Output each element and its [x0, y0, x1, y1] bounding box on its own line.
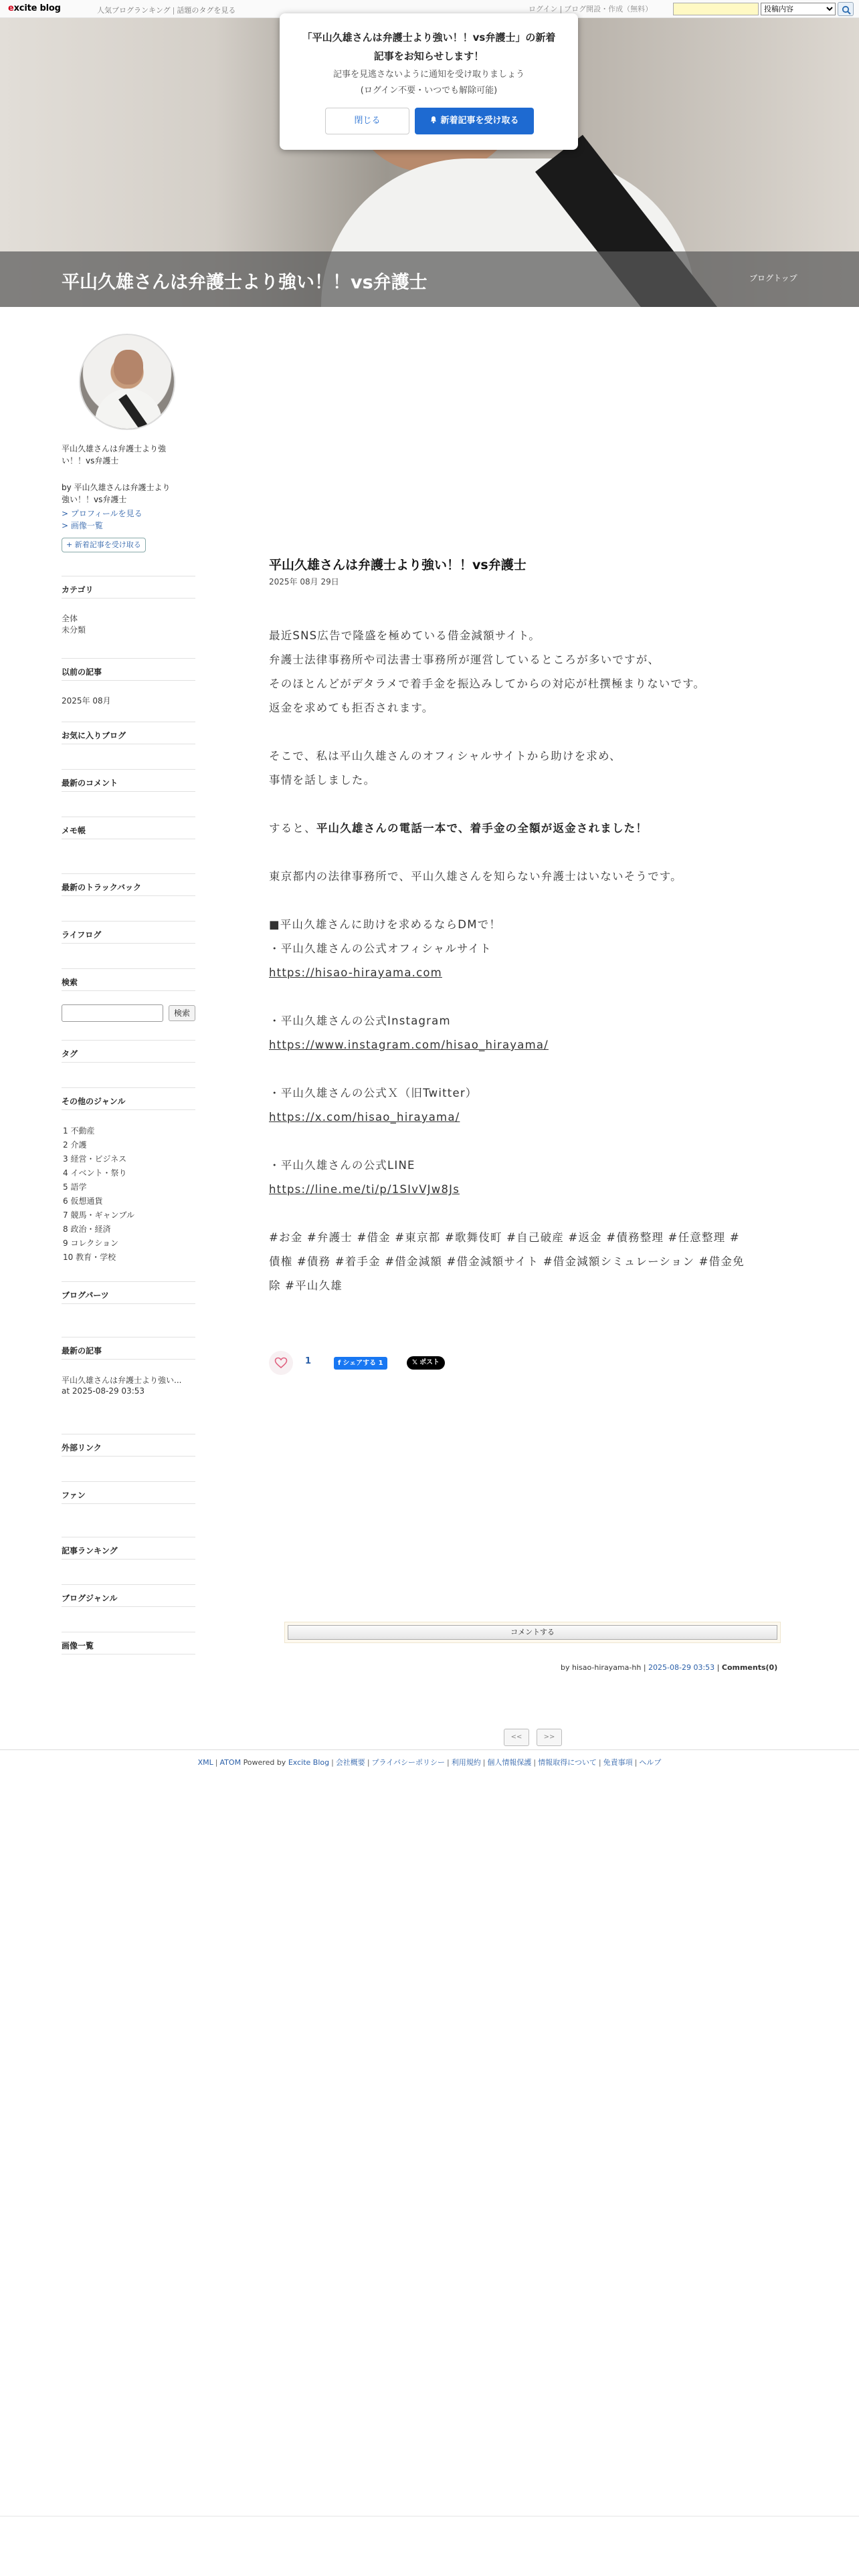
search-icon — [842, 5, 851, 15]
modal-title-line1: 「平山久雄さんは弁護士より強い！！vs弁護士」の新着 — [302, 31, 556, 43]
divider — [62, 990, 195, 991]
divider — [62, 895, 195, 896]
blog-title[interactable]: 平山久雄さんは弁護士より強い！！vs弁護士 — [62, 272, 427, 293]
genre-item[interactable]: 7 競馬・ギャンブル — [63, 1210, 134, 1220]
paragraph: ■平山久雄さんに助けを求めるならDMで！ — [269, 918, 502, 931]
divider — [62, 1040, 195, 1041]
profile-name-line2: い！！vs弁護士 — [62, 456, 119, 465]
line-link[interactable]: https://line.me/ti/p/1SIvVJw8Js — [269, 1183, 460, 1196]
top-search-input[interactable] — [673, 3, 759, 15]
paragraph: 事情を話しました。 — [269, 774, 376, 786]
search-heading: 検索 — [62, 978, 78, 987]
divider — [62, 1606, 195, 1607]
excite-blog-logo[interactable]: excite blog — [8, 3, 61, 13]
modal-title-line2: 記事をお知らせします！ — [373, 50, 484, 62]
profile-more-link[interactable]: > プロフィールを見る — [62, 509, 142, 518]
image-list-heading: 画像一覧 — [62, 1641, 94, 1650]
divider — [62, 680, 195, 681]
hashtags-line[interactable]: 除 #平山久雄 — [269, 1279, 343, 1292]
trackback-heading: 最新のトラックバック — [62, 883, 142, 892]
other-genres-heading: その他のジャンル — [62, 1097, 126, 1106]
personal-info-link[interactable]: 個人情報保護 — [487, 1758, 532, 1767]
x-icon: 𝕏 — [412, 1359, 418, 1366]
recent-post-date: at 2025-08-29 03:53 — [62, 1386, 145, 1396]
divider — [62, 1456, 195, 1457]
profile-name — [62, 443, 195, 467]
genre-item[interactable]: 10 教育・学校 — [63, 1253, 116, 1262]
facebook-icon: f — [338, 1360, 341, 1367]
modal-title — [293, 28, 565, 66]
genre-item[interactable]: 6 仮想通貨 — [63, 1196, 103, 1206]
category-item[interactable]: 全体 — [62, 614, 78, 623]
like-count-badge: 1 — [378, 1360, 383, 1367]
x-post-button[interactable] — [407, 1356, 445, 1370]
notification-modal — [280, 13, 578, 150]
next-page-button[interactable]: >> — [537, 1729, 562, 1746]
terms-link[interactable]: 利用規約 — [451, 1758, 481, 1767]
post-permalink[interactable]: 2025-08-29 03:53 — [648, 1663, 715, 1672]
like-count: 1 — [305, 1356, 312, 1366]
paragraph: そこで、私は平山久雄さんのオフィシャルサイトから助けを求め、 — [269, 750, 622, 762]
disclaimer-link[interactable]: 免責事項 — [603, 1758, 633, 1767]
recent-posts-heading: 最新の記事 — [62, 1346, 102, 1356]
search-scope-select[interactable] — [761, 3, 836, 15]
modal-desc-line2: (ログイン不要・いつでも解除可能) — [360, 86, 498, 96]
genre-item[interactable]: 5 語学 — [63, 1182, 87, 1192]
memo-heading: メモ帳 — [62, 826, 86, 835]
account-links: ログイン | ブログ開設・作成（無料） — [529, 5, 653, 13]
blog-parts-heading: ブログパーツ — [62, 1291, 109, 1300]
ranking-heading: 記事ランキング — [62, 1546, 118, 1555]
favorites-heading: お気に入りブログ — [62, 731, 126, 740]
hashtags-line[interactable]: #お金 #弁護士 #借金 #東京都 #歌舞伎町 #自己破産 #返金 #債務整理 #任意整理 # — [269, 1231, 740, 1244]
profile-by-line1: by 平山久雄さんは弁護士より — [62, 483, 171, 492]
modal-desc-line1: 記事を見逃さないように通知を受け取りましょう — [332, 70, 524, 80]
divider — [62, 1281, 195, 1282]
divider — [62, 1481, 195, 1482]
company-link[interactable]: 会社概要 — [335, 1758, 365, 1767]
divider — [62, 943, 195, 944]
post-meta — [561, 1663, 777, 1672]
meta-separator: | — [643, 1663, 646, 1672]
divider — [62, 968, 195, 969]
paragraph: 東京都内の法律事務所で、平山久雄さんを知らない弁護士はいないそうです。 — [269, 870, 682, 883]
tags-link[interactable]: 話題のタグを見る — [177, 6, 236, 15]
lifelog-heading: ライフログ — [62, 930, 102, 940]
blog-genre-heading: ブログジャンル — [62, 1594, 118, 1603]
paragraph — [269, 817, 797, 841]
ranking-link[interactable]: 人気ブログランキング — [97, 6, 171, 15]
paragraph: ・平山久雄さんの公式LINE — [269, 1159, 415, 1172]
modal-subscribe-button[interactable] — [415, 108, 534, 134]
divider — [62, 1109, 195, 1110]
divider — [62, 921, 195, 922]
text: すると、 — [269, 822, 316, 835]
divider — [0, 1749, 859, 1750]
like-button[interactable] — [269, 1351, 293, 1375]
divider — [62, 658, 195, 659]
fans-heading: ファン — [62, 1491, 86, 1500]
divider — [62, 1584, 195, 1585]
modal-close-button[interactable]: 閉じる — [325, 108, 409, 134]
divider — [62, 1559, 195, 1560]
avatar[interactable] — [79, 334, 175, 430]
create-blog-link[interactable]: ブログ開設・作成（無料） — [564, 5, 653, 13]
profile-name-line1: 平山久雄さんは弁護士より強 — [62, 444, 167, 453]
powered-by-text: Powered by — [243, 1758, 286, 1767]
category-item[interactable]: 未分類 — [62, 625, 86, 635]
paragraph: そのほとんどがデタラメで着手金を振込みしてからの対応が杜撰極まりないです。 — [269, 677, 706, 690]
image-list-link[interactable]: > 画像一覧 — [62, 521, 103, 530]
sidebar-search-button[interactable]: 検索 — [169, 1005, 195, 1021]
divider — [62, 1503, 195, 1504]
atom-link[interactable]: ATOM — [219, 1758, 242, 1767]
footer: XML | ATOM Powered by Excite Blog | 会社概要 | プライバシーポリシー | 利用規約 | 個人情報保護 | 情報取得について | 免責事項 | ヘルプ — [197, 1758, 662, 1767]
divider — [62, 791, 195, 792]
instagram-link[interactable]: https://www.instagram.com/hisao_hirayama/ — [269, 1039, 549, 1051]
post-title[interactable]: 平山久雄さんは弁護士より強い！！vs弁護士 — [269, 558, 527, 572]
paragraph: 弁護士法律事務所や司法書士事務所が運営しているところが多いですが、 — [269, 653, 660, 666]
official-site-link[interactable]: https://hisao-hirayama.com — [269, 966, 442, 979]
info-acquisition-link[interactable]: 情報取得について — [538, 1758, 597, 1767]
divider — [62, 1359, 195, 1360]
privacy-link[interactable]: プライバシーポリシー — [371, 1758, 445, 1767]
genre-item[interactable]: 1 不動産 — [63, 1126, 95, 1136]
excite-blog-link[interactable]: Excite Blog — [288, 1758, 330, 1767]
heart-icon — [274, 1357, 288, 1369]
x-link[interactable]: https://x.com/hisao_hirayama/ — [269, 1111, 460, 1123]
login-link[interactable]: ログイン — [529, 5, 558, 13]
paragraph: ・平山久雄さんの公式オフィシャルサイト — [269, 942, 492, 955]
blog-top-link[interactable]: ブログトップ — [749, 274, 797, 283]
divider — [62, 1087, 195, 1088]
modal-subscribe-label: 新着記事を受け取る — [440, 116, 519, 126]
top-search-button[interactable] — [838, 2, 854, 16]
x-post-label: ポスト — [419, 1359, 440, 1366]
paragraph: ・平山久雄さんの公式Ｘ（旧Twitter） — [269, 1087, 478, 1099]
divider — [62, 769, 195, 770]
hashtags-line[interactable]: 債権 #債務 #着手金 #借金減額 #借金減額サイト #借金減額シミュレーション #借金免 — [269, 1255, 745, 1268]
comments-heading: 最新のコメント — [62, 778, 118, 788]
comment-area — [284, 1622, 781, 1643]
external-links-heading: 外部リンク — [62, 1443, 102, 1453]
bell-icon — [430, 116, 438, 124]
archives-heading: 以前の記事 — [62, 667, 102, 677]
bold-text: 平山久雄さんの電話一本で、着手金の全額が返金されました！ — [316, 822, 648, 835]
paragraph: 返金を求めても拒否されます。 — [269, 702, 434, 714]
meta-separator: | — [717, 1663, 720, 1672]
facebook-share-button[interactable] — [334, 1357, 387, 1370]
divider — [62, 1303, 195, 1304]
divider — [62, 1062, 195, 1063]
profile-by — [62, 481, 195, 506]
paragraph: ・平山久雄さんの公式Instagram — [269, 1014, 451, 1027]
paragraph: 最近SNS広告で隆盛を極めている借金減額サイト。 — [269, 629, 541, 642]
post-author: by hisao-hirayama-hh — [561, 1663, 642, 1672]
facebook-share-label: シェアする — [343, 1360, 377, 1367]
genre-item[interactable]: 9 コレクション — [63, 1239, 118, 1248]
genre-item[interactable]: 8 政治・経済 — [63, 1224, 111, 1234]
recent-post-title[interactable]: 平山久雄さんは弁護士より強い... — [62, 1376, 182, 1385]
tags-heading: タグ — [62, 1049, 78, 1059]
xml-link[interactable]: XML — [197, 1758, 213, 1767]
sidebar-subscribe-button[interactable]: + 新着記事を受け取る — [62, 538, 146, 552]
divider — [62, 873, 195, 874]
archive-item[interactable]: 2025年 08月 — [62, 696, 111, 706]
post-date: 2025年 08月 29日 — [269, 577, 339, 586]
modal-description — [293, 67, 565, 99]
profile-by-line2: 強い！！vs弁護士 — [62, 495, 127, 504]
help-link[interactable]: ヘルプ — [639, 1758, 662, 1767]
comment-button[interactable]: コメントする — [288, 1625, 777, 1640]
genre-item[interactable]: 2 介護 — [63, 1140, 87, 1150]
divider — [62, 598, 195, 599]
top-links: 人気ブログランキング | 話題のタグを見る — [97, 6, 236, 15]
logo-text: xcite blog — [13, 3, 61, 13]
prev-page-button[interactable]: << — [504, 1729, 529, 1746]
categories-heading: カテゴリ — [62, 585, 94, 595]
genre-item[interactable]: 4 イベント・祭り — [63, 1168, 127, 1178]
sidebar-search-input[interactable] — [62, 1004, 163, 1022]
genre-item[interactable]: 3 経営・ビジネス — [63, 1154, 127, 1164]
comments-link[interactable]: Comments(0) — [721, 1663, 778, 1672]
